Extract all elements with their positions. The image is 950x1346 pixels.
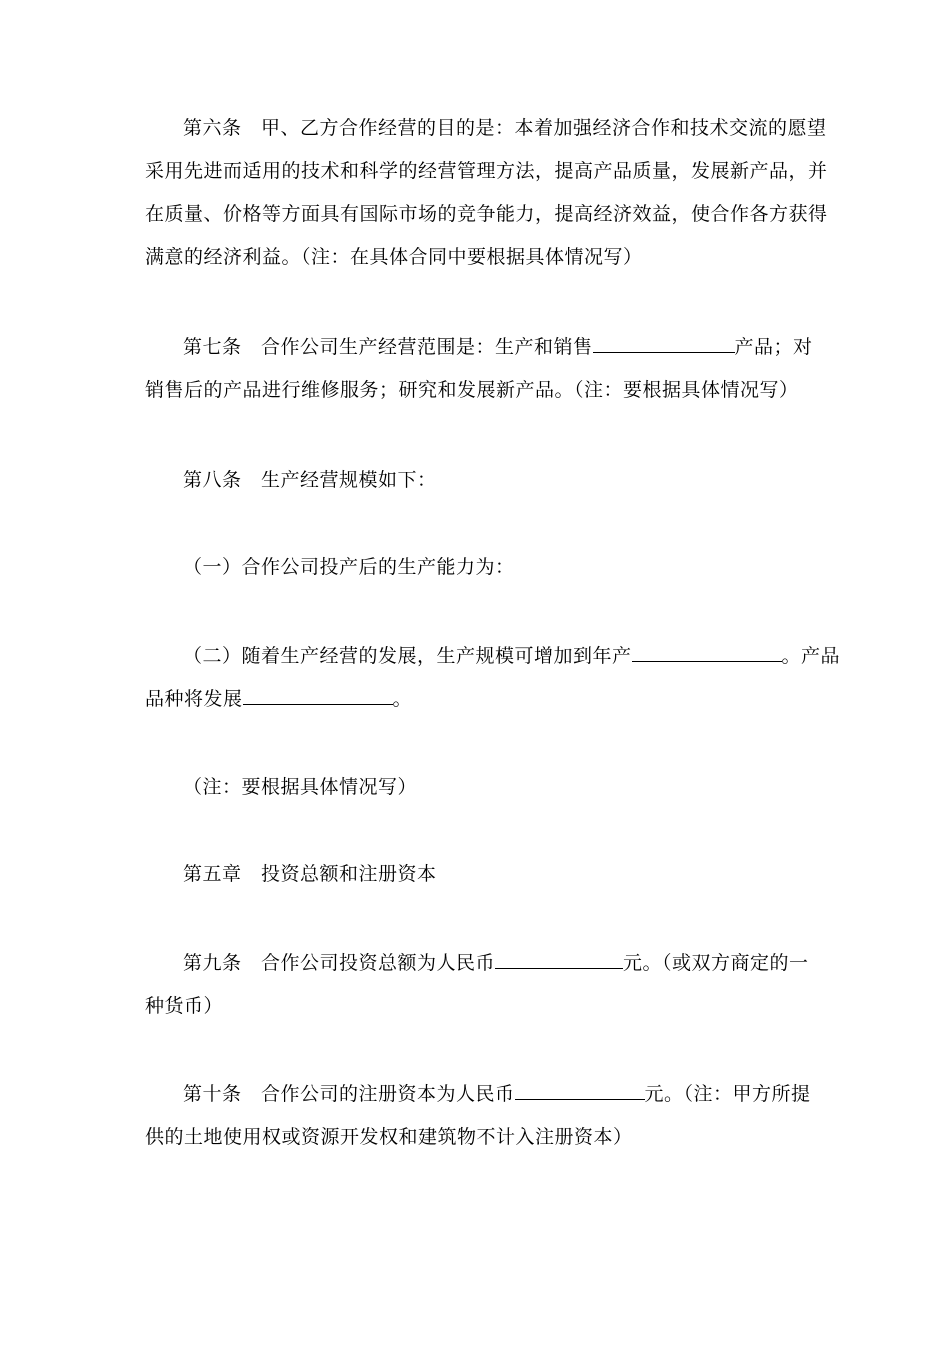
item-2-line-2-before: 品种将发展: [145, 688, 243, 710]
article-6-line-3: 在质量、价格等方面具有国际市场的竞争能力，提高经济效益，使合作各方获得: [145, 203, 828, 225]
item-2-line-2-after: 。: [392, 688, 413, 710]
article-10-text-after: 元。（注：甲方所提: [644, 1083, 811, 1105]
product-variety-blank: [243, 682, 393, 705]
article-8-item-1: [145, 546, 807, 589]
article-8-heading: 第八条 生产经营规模如下：: [183, 469, 437, 491]
article-10-text-before: 第十条 合作公司的注册资本为人民币: [183, 1083, 515, 1105]
article-10-line-1: [145, 1073, 811, 1116]
article-9-text-after: 元。（或双方商定的一: [623, 952, 809, 974]
article-7-line-1: [145, 326, 813, 369]
article-9-line-1: [145, 942, 807, 985]
article-9-text-before: 第九条 合作公司投资总额为人民币: [183, 952, 496, 974]
article-9-line-2: 种货币）: [145, 995, 224, 1017]
article-8-item-1-text: （一）合作公司投产后的生产能力为：: [183, 556, 515, 578]
registered-capital-blank: [515, 1077, 645, 1100]
article-7-text-before: 第七条 合作公司生产经营范围是：生产和销售: [183, 336, 593, 358]
article-8-item-2: [145, 635, 841, 721]
article-6-line-1: 第六条 甲、乙方合作经营的目的是：本着加强经济合作和技术交流的愿望: [183, 117, 827, 139]
article-7: [145, 326, 813, 412]
chapter-5-heading: 第五章 投资总额和注册资本: [183, 863, 437, 885]
article-8: [145, 459, 807, 502]
total-investment-blank: [495, 946, 623, 969]
item-2-text-before: （二）随着生产经营的发展，生产规模可增加到年产: [183, 645, 632, 667]
chapter-5: [145, 853, 807, 896]
article-7-line-2: 销售后的产品进行维修服务；研究和发展新产品。（注：要根据具体情况写）: [145, 379, 799, 401]
article-10-line-2: 供的土地使用权或资源开发权和建筑物不计入注册资本）: [145, 1126, 633, 1148]
annual-output-blank: [632, 639, 782, 662]
article-6-line-2: 采用先进而适用的技术和科学的经营管理方法，提高产品质量，发展新产品，并: [145, 160, 828, 182]
item-2-text-after: 。产品: [781, 645, 841, 667]
article-10: [145, 1073, 811, 1159]
article-9: [145, 942, 807, 1028]
article-7-text-after: 产品；对: [734, 336, 813, 358]
article-8-item-2-line-2: [145, 678, 807, 721]
product-blank: [593, 330, 735, 353]
article-6: [145, 107, 828, 279]
note-text: （注：要根据具体情况写）: [183, 776, 418, 798]
article-6-line-4: 满意的经济利益。（注：在具体合同中要根据具体情况写）: [145, 246, 643, 268]
article-8-item-2-line-1: [145, 635, 841, 678]
note-paragraph: [145, 766, 807, 809]
